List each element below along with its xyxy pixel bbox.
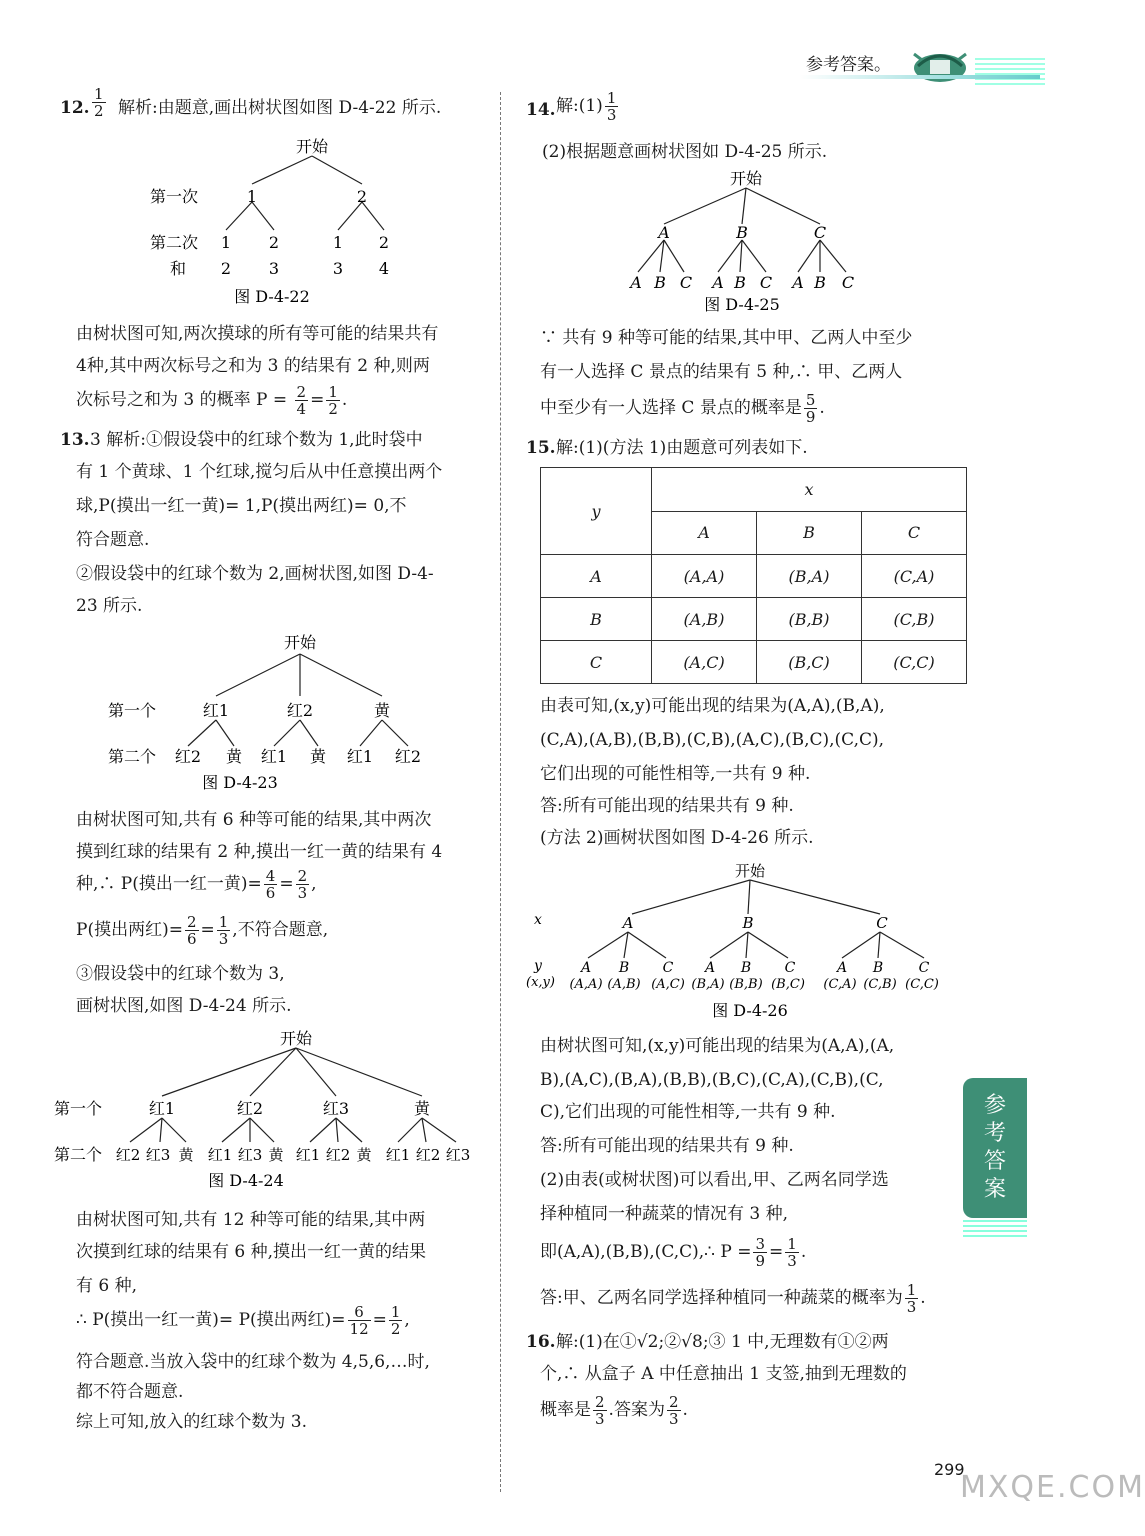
q12-number: 12. [60,98,90,118]
table-row [541,641,967,684]
table-row-header: A [541,555,652,598]
row-label: 第二个 [54,1145,103,1164]
paragraph-line: 符合题意. [76,530,150,550]
tree-node: 红2 [115,1146,141,1164]
q16-number: 16. [526,1332,556,1352]
tree-node: A [792,273,804,292]
figure-caption: 图 D-4-23 [202,773,278,792]
tree-node: B [618,960,630,976]
tree-node: C [813,223,827,242]
table-cell: (C,A) [862,555,967,598]
paragraph-line: 概率是 $\frac{2}{3}$ .答案为 $\frac{2}{3}$ . [540,1393,688,1428]
tree-node: 1 [220,233,232,252]
row-label: x [534,912,542,928]
tree-pair: (B,A) [691,977,725,992]
paragraph-line: 由树状图可知,共有 6 种等可能的结果,其中两次 [76,810,432,830]
tree-node: 1 [332,233,344,252]
row-label: 第一个 [108,701,157,720]
paragraph-line: 答:所有可能出现的结果共有 9 种. [540,1136,794,1156]
paragraph-line: B),(A,C),(B,A),(B,B),(B,C),(C,A),(C,B),(C, [540,1070,884,1090]
tree-node: 黄 [413,1099,431,1118]
tree-root: 开始 [734,862,766,880]
paragraph-line: 次摸到红球的结果有 6 种,摸出一红一黄的结果 [76,1242,427,1262]
tree-node: B [734,273,746,292]
tree-node: 红2 [325,1146,351,1164]
row-label: 第一次 [150,187,199,206]
tree-root: 开始 [279,1029,313,1048]
fraction: $\frac{3}{9}$ [755,1235,766,1270]
tree-node: C [759,273,773,292]
paragraph-line: 即(A,A),(B,B),(C,C),∴ P = $\frac{3}{9}$ = $\frac{1}{3}$ . [540,1235,807,1270]
row-label: (x,y) [526,975,555,990]
tree-node: A [836,960,848,976]
tree-node: 红3 [145,1146,171,1164]
column-divider [500,92,501,1492]
paragraph-line: 3 解析:①假设袋中的红球个数为 1,此时袋中 [90,430,423,450]
figure-caption: 图 D-4-25 [704,295,780,314]
tree-node: 红1 [207,1146,233,1164]
table-top-header: x [652,468,967,512]
fraction: $\frac{6}{12}$ [349,1303,369,1338]
tree-sum: 2 [220,259,232,278]
paragraph-line: 画树状图,如图 D-4-24 所示. [76,996,292,1016]
tree-node: A [658,223,670,242]
q13-number: 13. [60,430,90,450]
table-corner: y [541,468,652,555]
paragraph-line: 中至少有一人选择 C 景点的概率是 $\frac{5}{9}$ . [540,391,825,426]
paragraph-line: 解:(1)(方法 1)由题意可列表如下. [556,438,808,458]
table-cell: (C,C) [862,641,967,684]
book-logo-icon [910,42,970,86]
table-row-header: C [541,641,652,684]
paragraph-line: 摸到红球的结果有 2 种,摸出一红一黄的结果有 4 [76,842,443,862]
tree-node: 2 [378,233,390,252]
fraction: $\frac{1}{3}$ [906,1281,917,1316]
tree-node: 红2 [415,1146,441,1164]
tree-node: 黄 [268,1146,284,1164]
q12-answer [90,86,108,119]
tree-pair: (B,B) [729,977,763,992]
paragraph-line: 种,∴ P(摸出一红一黄)= $\frac{4}{6}$ = $\frac{2}{3}$ , [76,867,317,902]
tree-diagram-d-4-25 [620,166,880,316]
paragraph-line: 综上可知,放入的红球个数为 3. [76,1412,308,1432]
paragraph-line: 球,P(摸出一红一黄)= 1,P(摸出两红)= 0,不 [76,496,407,516]
tree-node: C [841,273,855,292]
tree-node: 黄 [373,701,391,720]
q15-number: 15. [526,438,556,458]
tree-pair: (A,A) [569,977,603,992]
tree-node: C [918,960,930,976]
fraction: $\frac{2}{3}$ [595,1393,605,1428]
paragraph-line: 由树状图可知,共有 12 种等可能的结果,其中两 [76,1210,426,1230]
paragraph-line: 由表可知,(x,y)可能出现的结果为(A,A),(B,A), [540,696,885,716]
paragraph-line: 个,∴ 从盒子 A 中任意抽出 1 支签,抽到无理数的 [540,1364,907,1384]
tree-node: 红1 [202,701,230,720]
table-col-header: B [757,511,862,555]
row-label: 第二个 [108,747,157,766]
paragraph-line: 解:(1)在①√2;②√8;③ 1 中,无理数有①②两 [556,1332,889,1352]
fraction: $\frac{1}{2}$ [94,85,104,120]
row-label: 和 [170,259,187,278]
paragraph-line: 择种植同一种蔬菜的情况有 3 种, [540,1204,789,1224]
watermark: MXQE.COM [960,1470,1145,1505]
tree-node: C [784,960,796,976]
tree-node: A [630,273,642,292]
fraction: $\frac{2}{3}$ [297,867,308,902]
table-cell: (B,B) [757,598,862,641]
tree-sum: 3 [268,259,280,278]
fraction: $\frac{1}{3}$ [218,913,229,948]
tree-node: B [814,273,826,292]
tree-root: 开始 [283,633,317,652]
paragraph-line: 都不符合题意. [76,1382,184,1402]
paragraph-line: 有 1 个黄球、1 个红球,搅匀后从中任意摸出两个 [76,462,443,482]
table-cell: (B,C) [757,641,862,684]
tree-pair: (A,B) [607,977,641,992]
fraction: $\frac{1}{3}$ [787,1235,797,1270]
fraction: $\frac{5}{9}$ [805,391,816,426]
paragraph-line: P(摸出两红)= $\frac{2}{6}$ = $\frac{1}{3}$ ,不符合题意, [76,913,329,948]
tree-node: 红3 [445,1146,471,1164]
paragraph-line: ∵ 共有 9 种等可能的结果,其中甲、乙两人中至少 [540,328,913,348]
tree-pair: (C,B) [863,977,897,992]
tree-node: 2 [356,187,368,206]
tree-pair: (B,C) [771,977,805,992]
tree-node: 红2 [236,1099,264,1118]
tree-root: 开始 [729,169,763,188]
table-cell: (A,B) [652,598,757,641]
tree-node: 红1 [148,1099,176,1118]
header-bar [800,75,1040,79]
paragraph-line: 符合题意.当放入袋中的红球个数为 4,5,6,…时, [76,1352,430,1372]
tree-root: 开始 [295,137,329,156]
tree-node: 2 [268,233,280,252]
table-cell: (A,A) [652,555,757,598]
tree-node: B [742,914,754,932]
paragraph-line: 由树状图可知,两次摸球的所有等可能的结果共有 [76,324,439,344]
table-row [541,598,967,641]
q12-text: 解析:由题意,画出树状图如图 D-4-22 所示. [118,98,442,118]
tree-diagram-d-4-22 [140,130,440,310]
figure-caption: 图 D-4-22 [234,287,310,306]
tree-node: C [876,914,888,932]
paragraph-line: ∴ P(摸出一红一黄)= P(摸出两红)= $\frac{6}{12}$ = $\frac{1}{2}$ , [76,1303,410,1338]
paragraph-line: 答:所有可能出现的结果共有 9 种. [540,796,794,816]
tree-pair: (C,A) [823,977,857,992]
tree-node: 红1 [260,747,288,766]
paragraph-line: C),它们出现的可能性相等,一共有 9 种. [540,1102,836,1122]
fraction: $\frac{1}{2}$ [328,383,338,418]
side-tab-label: 参考答案 [983,1093,1006,1202]
fraction: $\frac{2}{3}$ [668,1393,679,1428]
paragraph-line: 解:(1) $\frac{1}{3}$ [556,89,617,124]
paragraph-line: 有一人选择 C 景点的结果有 5 种,∴ 甲、乙两人 [540,362,903,382]
fraction: $\frac{1}{3}$ [606,89,617,124]
tree-node: A [712,273,724,292]
table-row [541,555,967,598]
paragraph-line: (2)根据题意画树状图如 D-4-25 所示. [542,142,828,162]
tree-node: B [872,960,884,976]
tree-node: A [580,960,592,976]
table-col-header: A [652,511,757,555]
tree-node: C [662,960,674,976]
tree-node: 红2 [394,747,422,766]
paragraph-line: 4种,其中两次标号之和为 3 的结果有 2 种,则两 [76,356,430,376]
tree-node: 红3 [322,1099,350,1118]
tree-node: 红2 [286,701,314,720]
table-cell: (C,B) [862,598,967,641]
figure-caption: 图 D-4-26 [712,1001,788,1020]
tree-node: 黄 [356,1146,372,1164]
paragraph-line: 由树状图可知,(x,y)可能出现的结果为(A,A),(A, [540,1036,895,1056]
paragraph-line: 答:甲、乙两名同学选择种植同一种蔬菜的概率为 $\frac{1}{3}$ . [540,1281,926,1316]
fraction: $\frac{1}{2}$ [390,1303,401,1338]
fraction: $\frac{2}{4}$ [296,383,307,418]
table-row-header: B [541,598,652,641]
paragraph-line: 有 6 种, [76,1276,138,1296]
tree-diagram-d-4-23 [100,628,460,800]
tree-node: 黄 [225,747,243,766]
table-col-header: C [862,511,967,555]
paragraph-line: 次标号之和为 3 的概率 P = $\frac{2}{4}$ = $\frac{1}{2}$ . [76,383,348,418]
tree-node: 红1 [295,1146,321,1164]
table-cell: (B,A) [757,555,862,598]
paragraph-line: (2)由表(或树状图)可以看出,甲、乙两名同学选 [540,1170,889,1190]
tree-pair: (A,C) [651,977,685,992]
tree-node: A [622,914,634,932]
paragraph-line: (C,A),(A,B),(B,B),(C,B),(A,C),(B,C),(C,C), [540,730,885,750]
tree-node: C [679,273,693,292]
header-label: 参考答案。 [806,55,891,75]
tree-node: B [740,960,752,976]
tree-diagram-d-4-26 [526,858,956,1022]
paragraph-line: ③假设袋中的红球个数为 3, [76,964,285,984]
row-label: 第二次 [150,233,199,252]
paragraph-line: ②假设袋中的红球个数为 2,画树状图,如图 D-4- [76,564,434,584]
tree-node: A [704,960,716,976]
paragraph-line: 23 所示. [76,596,143,616]
row-label: y [534,958,542,974]
header-stripes [975,58,1045,88]
side-tab-stripes [963,1220,1027,1238]
tree-node: 黄 [178,1146,194,1164]
tree-node: 红1 [385,1146,411,1164]
page-number: 299 [934,1460,965,1479]
fraction: $\frac{2}{6}$ [186,913,197,948]
tree-node: 红3 [237,1146,263,1164]
tree-node: 1 [246,187,258,206]
figure-caption: 图 D-4-24 [208,1171,284,1190]
tree-node: 黄 [309,747,327,766]
tree-node: 红1 [346,747,374,766]
tree-node: B [654,273,666,292]
tree-pair: (C,C) [905,977,939,992]
table-cell: (A,C) [652,641,757,684]
tree-sum: 4 [378,259,390,278]
paragraph-line: (方法 2)画树状图如图 D-4-26 所示. [540,828,814,848]
tree-node: B [736,223,748,242]
tree-node: 红2 [174,747,202,766]
q14-number: 14. [526,100,556,120]
tree-sum: 3 [332,259,344,278]
outcome-table [540,467,967,684]
tree-diagram-d-4-24 [50,1024,490,1196]
fraction: $\frac{4}{6}$ [265,867,276,902]
row-label: 第一个 [54,1099,103,1118]
paragraph-line: 它们出现的可能性相等,一共有 9 种. [540,764,811,784]
